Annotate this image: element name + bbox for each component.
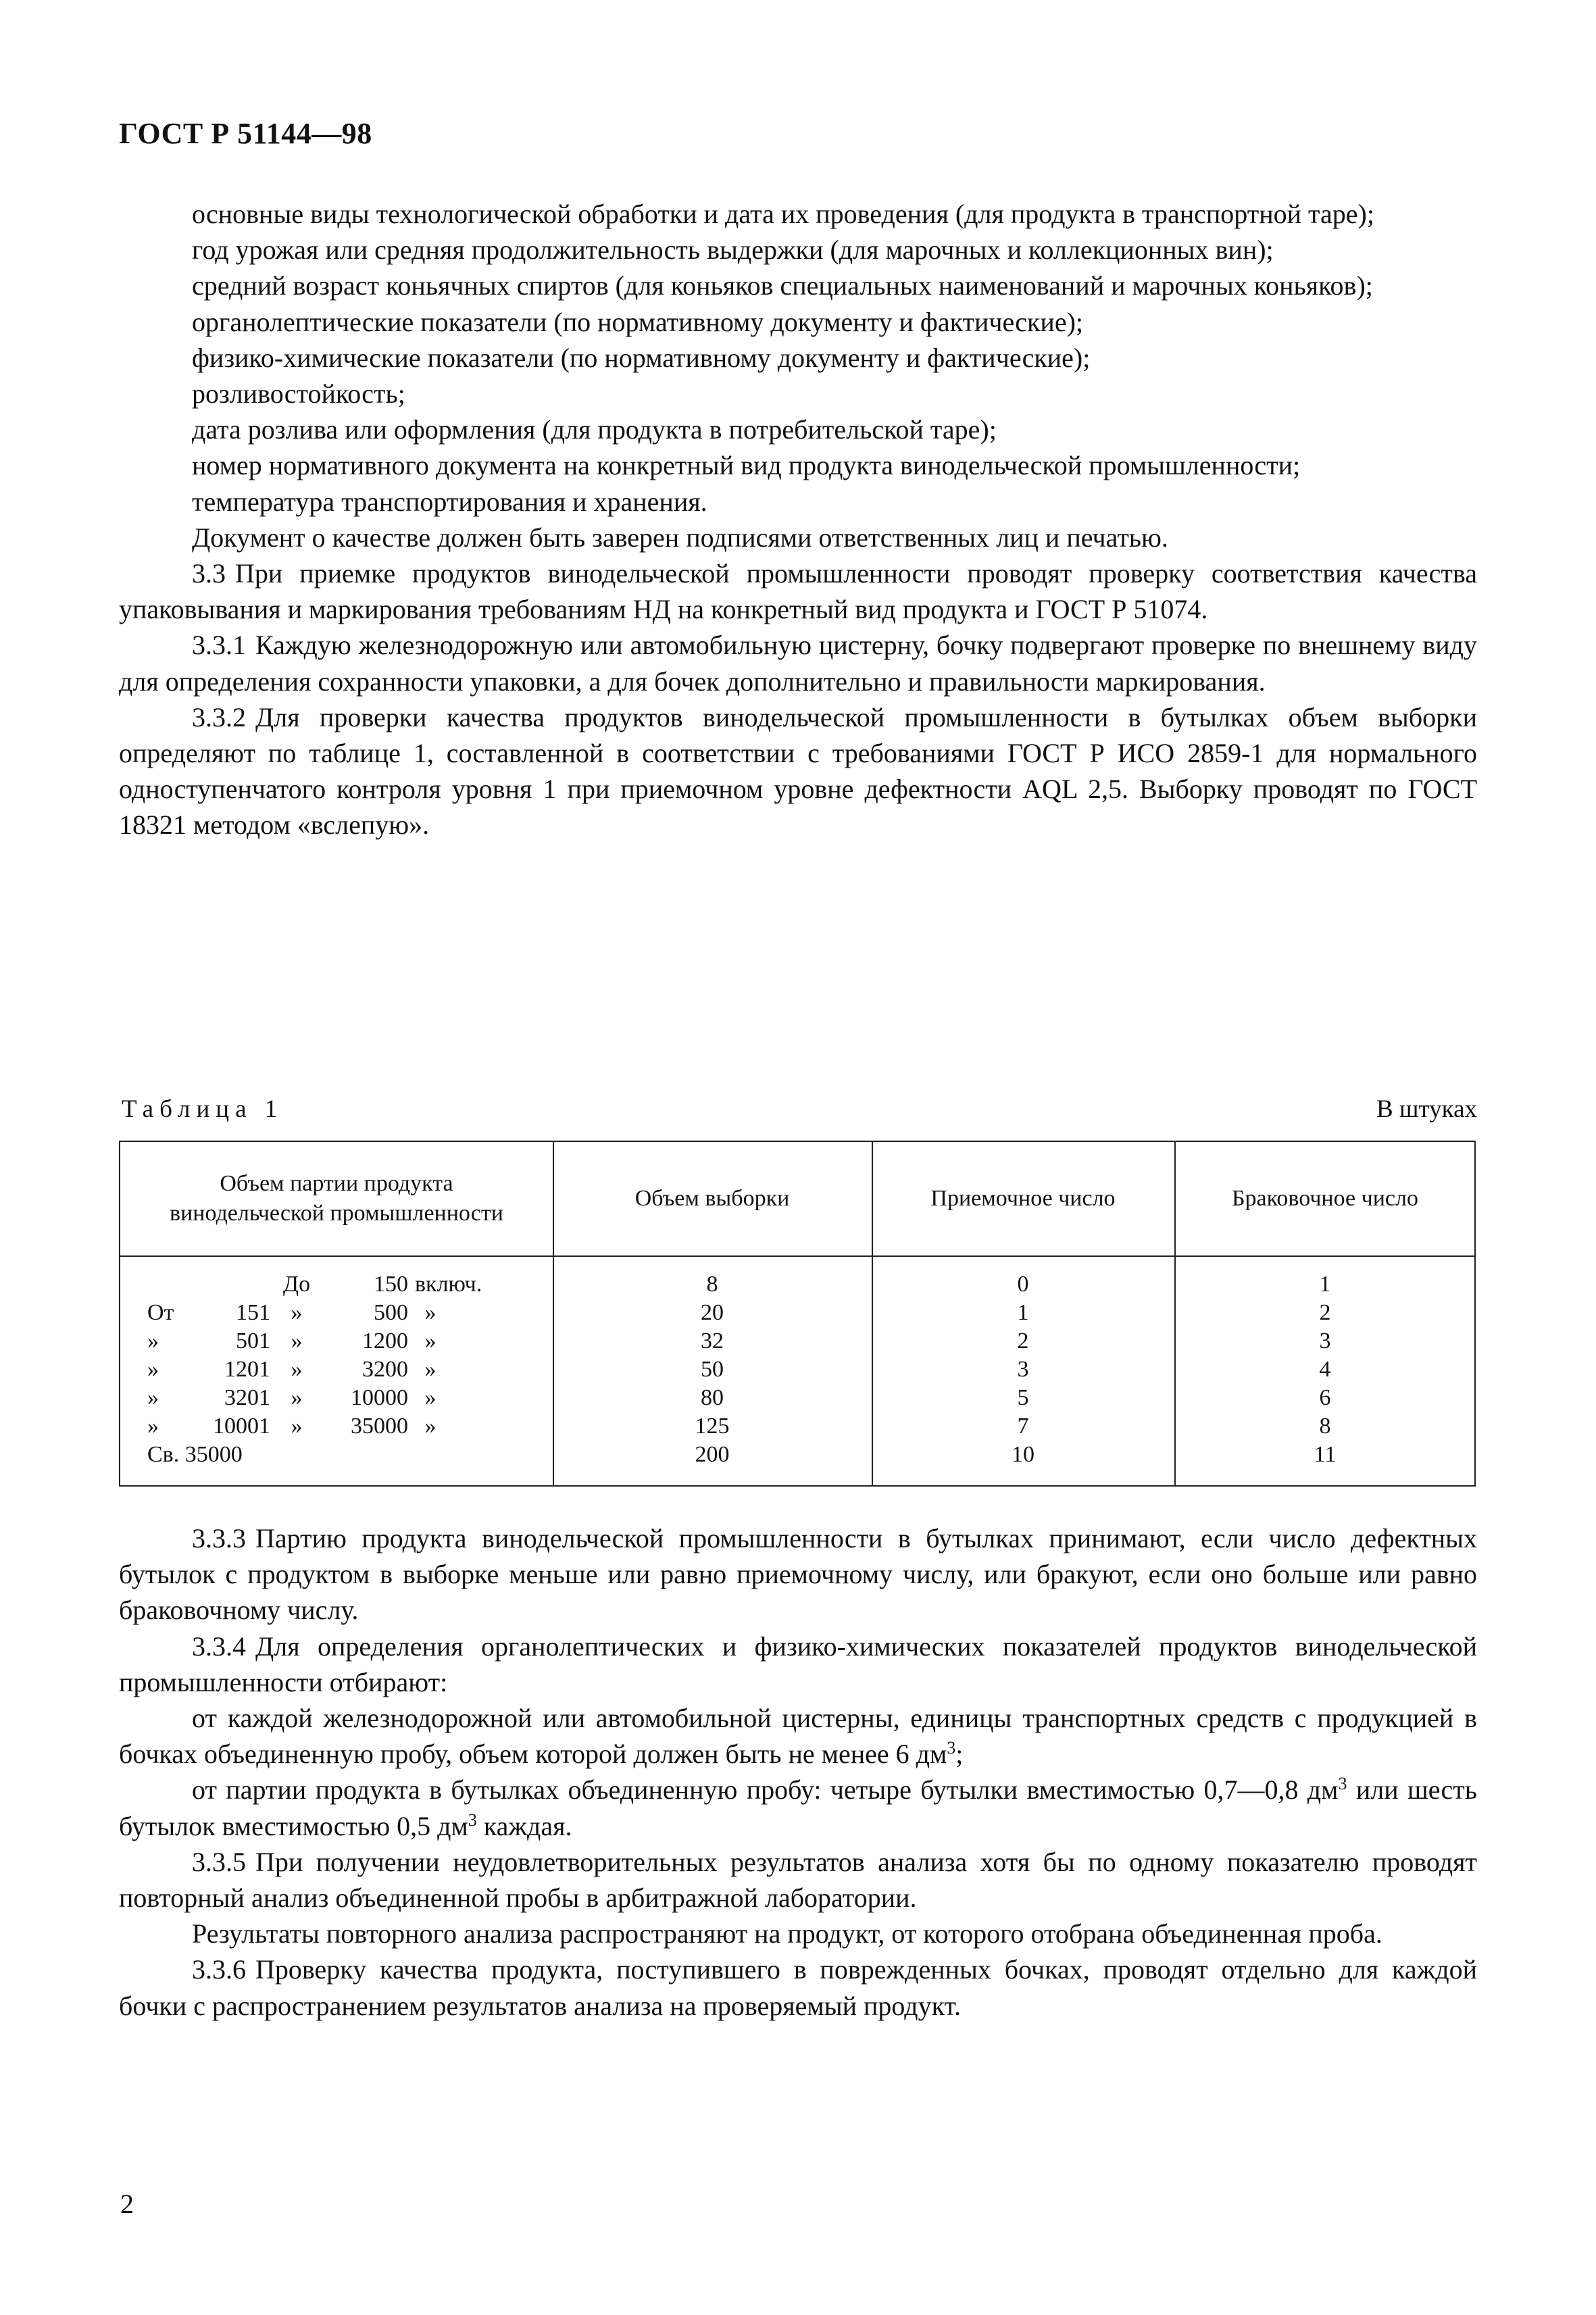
table-cell: 3 [1319,1328,1331,1353]
table-row: » 3201 » 10000 » [147,1385,437,1410]
table-cell: 20 [701,1300,724,1325]
paragraph: Результаты повторного анализа распространяют на продукт, от которого отобрана объединенная проба. [192,1918,1382,1949]
table-cell: 125 [695,1414,730,1439]
table-cell: 1 [1319,1272,1331,1297]
paragraph: от партии продукта в бутылках объединенную пробу: четыре бутылки вместимостью 0,7—0,8 $дм^3$ или шесть бутылок вместимостью 0,5 $дм^3$ каждая. [119,1774,1477,1841]
table-cell: 5 [1017,1385,1029,1410]
table-row: » 501 » 1200 » [147,1328,437,1353]
table-cell: 11 [1314,1442,1337,1467]
document-header: ГОСТ Р 51144—98 [119,117,372,150]
table-cell: 4 [1319,1357,1331,1382]
paragraph: год урожая или средняя продолжительность выдержки (для марочных и коллекционных вин); [192,234,1274,266]
clause-3-3-2 [119,699,1477,843]
table-row: » 1201 » 3200 » [147,1357,437,1382]
paragraph: розливостойкость; [192,378,405,409]
clause-number: 3.3.2 [192,701,246,732]
paragraph: органолептические показатели (по нормативному документу и фактические); [192,306,1084,337]
table-cell: 3 [1017,1357,1029,1382]
table-cell: 2 [1017,1328,1029,1353]
clause-text: При приемке продуктов винодельческой промышленности проводят проверку соответствия качества упаковывания и маркирования требованиям НД на конкретный вид продукта и ГОСТ Р 51074. [119,558,1477,625]
clause-text: Для определения органолептических и физико-химических показателей продуктов винодельческой промышленности отбирают: [119,1631,1477,1697]
clause-number: 3.3.4 [192,1631,246,1662]
table-cell: 6 [1319,1385,1331,1410]
column-lot-size [147,1270,559,1469]
header-lot-size [120,1142,553,1255]
table-cell: 8 [1319,1414,1331,1439]
header-sample-size: Объем выборки [634,1186,790,1211]
paragraph: температура транспортирования и хранения. [192,486,707,517]
clause-number: 3.3.5 [192,1846,246,1877]
header-divider [120,1255,1474,1257]
header-lot-size-line1: Объем партии продукта [220,1171,453,1196]
paragraph: дата розлива или оформления (для продукта в потребительской таре); [192,414,997,445]
clause-number: 3.3 [192,558,226,589]
paragraph: основные виды технологической обработки и дата их проведения (для продукта в транспортной таре); [192,199,1374,229]
column-acceptance-number [872,1270,1174,1469]
table-1 [119,1141,1476,1487]
bottom-text-block [119,1520,1477,2024]
table-unit: В штуках [1376,1095,1477,1123]
table-cell: 200 [695,1442,730,1467]
clause-3-3-3 [119,1520,1477,1628]
table-caption: Таблица 1 [122,1095,284,1123]
clause-text: Каждую железнодорожную или автомобильную цистерну, бочку подвергают проверке по внешнему виду для определения сохранности упаковки, а для бочек дополнительно и правильности маркирования. [119,630,1477,697]
clause-number: 3.3.6 [192,1954,246,1985]
header-rejection-number: Браковочное число [1231,1186,1418,1211]
clause-number: 3.3.3 [192,1523,246,1553]
paragraph: номер нормативного документа на конкретный вид продукта винодельческой промышленности; [192,450,1301,481]
table-cell: 10 [1012,1442,1034,1467]
clause-text: Партию продукта винодельческой промышленности в бутылках принимают, если число дефектных бутылок с продуктом в выборке меньше или равно приемочному числу, или бракуют, если оно больше или равно браковочному числу. [119,1523,1477,1626]
clause-text: Для проверки качества продуктов винодельческой промышленности в бутылках объем выборки определяют по таблице 1, составленной в соответствии с требованиями ГОСТ Р ИСО 2859-1 для нормального одноступенчатого контроля уровня 1 при приемочном уровне дефектности AQL 2,5. Выборку проводят по ГОСТ 18321 методом «вслепую». [119,701,1477,841]
clause-3-3-4 [119,1628,1477,1700]
table-cell: 32 [701,1328,724,1353]
table-row: Св. 35000 [147,1442,243,1467]
clause-3-3-6 [119,1951,1477,2023]
paragraph: средний возраст коньячных спиртов (для коньяков специальных наименований и марочных коньяков); [192,270,1373,301]
table-row: До 150 включ. [282,1272,482,1297]
header-lot-size-line2: винодельческой промышленности [170,1201,503,1226]
table-cell: 8 [706,1272,718,1297]
table-cell: 7 [1017,1414,1029,1439]
table-cell: 0 [1017,1272,1029,1297]
paragraph: физико-химические показатели (по нормативному документу и фактические); [192,342,1091,373]
clause-text: Проверку качества продукта, поступившего в поврежденных бочках, проводят отдельно для каждой бочки с распространением результатов анализа на проверяемый продукт. [119,1954,1477,2021]
clause-3-3-5 [119,1844,1477,1916]
table-cell: 1 [1017,1300,1029,1325]
table-cell: 80 [701,1385,724,1410]
clause-number: 3.3.1 [192,630,246,661]
table-cell: 2 [1319,1300,1331,1325]
page-number: 2 [120,2189,134,2219]
paragraph: от каждой железнодорожной или автомобильной цистерны, единицы транспортных средств с продукцией в бочках объединенную пробу, объем которой должен быть не менее 6 $дм^3$; [119,1703,1477,1770]
clause-text: При получении неудовлетворительных результатов анализа хотя бы по одному показателю проводят повторный анализ объединенной пробы в арбитражной лаборатории. [119,1846,1477,1914]
paragraph: Документ о качестве должен быть заверен подписями ответственных лиц и печатью. [192,522,1168,553]
header-acceptance-number: Приемочное число [930,1186,1116,1211]
column-rejection-number [1174,1270,1476,1469]
clause-3-3-1 [119,627,1477,699]
top-text-block [119,196,1477,843]
table-row: От 151 » 500 » [147,1300,437,1325]
table-cell: 50 [701,1357,724,1382]
table-row: » 10001 » 35000 » [147,1414,437,1439]
clause-3-3 [119,555,1477,627]
column-sample-size [553,1270,872,1469]
